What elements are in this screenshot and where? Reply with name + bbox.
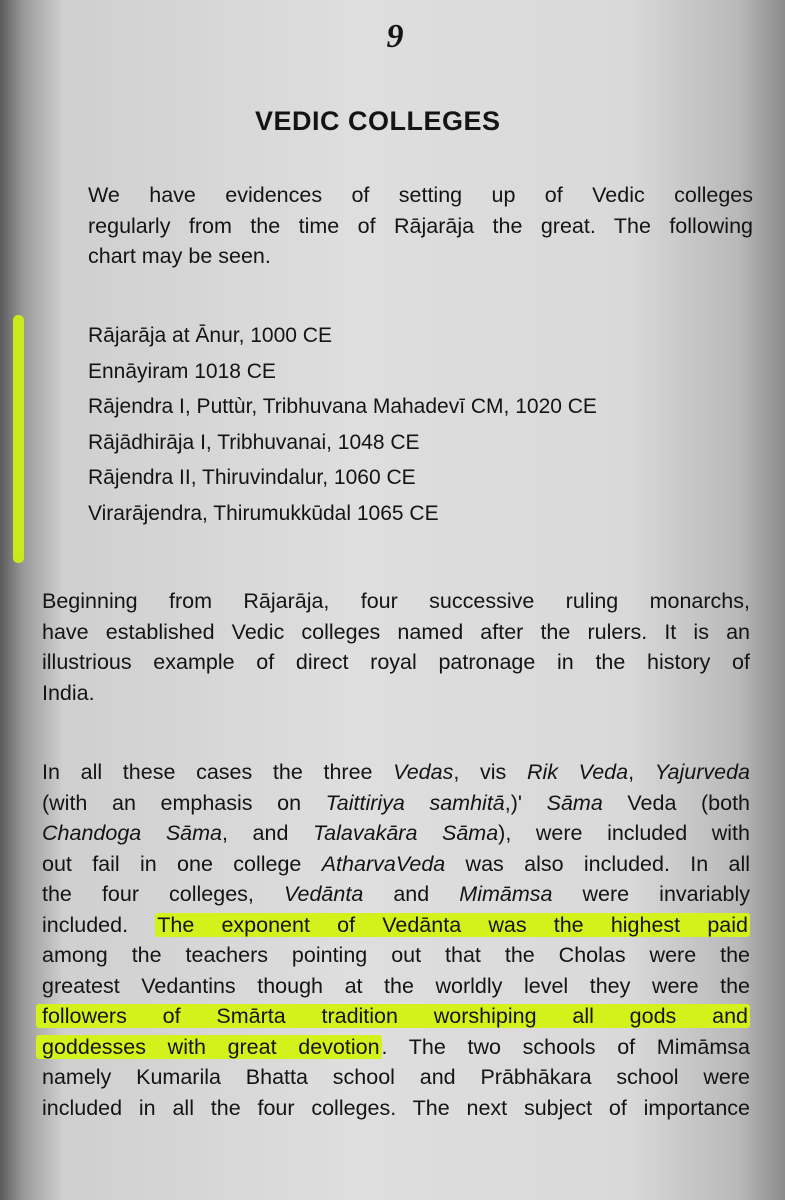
chart-entry: Rājendra II, Thiruvindalur, 1060 CE (88, 466, 416, 489)
paragraph-line: included in all the four colleges. The next subject of importance (42, 1095, 750, 1120)
paragraph-line: out fail in one college AtharvaVeda was also included. In all (42, 851, 751, 876)
paragraph-line (42, 1001, 750, 1032)
chapter-number: 9 (386, 18, 404, 55)
intro-line: chart may be seen. (88, 244, 271, 268)
paragraph-line: greatest Vedantins though at the worldly level they were the (42, 973, 750, 998)
paragraph-line: India. (42, 680, 95, 705)
paragraph-line: illustrious example of direct royal patronage in the history of (42, 650, 750, 674)
paragraph-line: Beginning from Rājarāja, four successive ruling monarchs, (42, 589, 750, 613)
chapter-title: VEDIC COLLEGES (255, 106, 501, 136)
highlighted-text: goddesses with great devotion (36, 1035, 382, 1059)
paragraph-line: Chandoga Sāma, and Talavakāra Sāma), were included with (42, 821, 750, 845)
paragraph-line: among the teachers pointing out that the Cholas were the (42, 943, 750, 967)
chart-entry: Rājādhirāja I, Tribhuvanai, 1048 CE (88, 430, 420, 454)
paragraph-line: included. The exponent of Vedānta was the highest paid (42, 912, 748, 937)
paragraph-line: have established Vedic colleges named after the rulers. It is an (42, 619, 750, 644)
paragraph-line: (with an emphasis on Taittiriya samhitā,)' Sāma Veda (both (42, 790, 751, 815)
chart-entry: Virarājendra, Thirumukkūdal 1065 CE (88, 501, 439, 525)
intro-line: regularly from the time of Rājarāja the great. The following (88, 213, 753, 238)
highlighted-text: The exponent of Vedānta was the highest paid (157, 912, 748, 937)
colleges-chart (88, 318, 768, 531)
paragraph-rulers (42, 586, 750, 708)
highlighter-side-mark (13, 315, 24, 563)
intro-paragraph (88, 180, 753, 272)
paragraph-line: the four colleges, Vedānta and Mimāmsa were invariably (42, 882, 750, 906)
paragraph-line: In all these cases the three Vedas, vis Rik Veda, Yajurveda (42, 760, 750, 784)
paragraph-vedas (42, 757, 750, 1123)
intro-line: We have evidences of setting up of Vedic colleges (88, 183, 753, 207)
paragraph-line: goddesses with great devotion. The two schools of Mimāmsa (42, 1032, 750, 1063)
paragraph-line: namely Kumarila Bhatta school and Prābhākara school were (42, 1065, 750, 1089)
chart-entry: Rājarāja at Ānur, 1000 CE (88, 324, 332, 347)
chart-entry: Rājendra I, Puttùr, Tribhuvana Mahadevī CM, 1020 CE (88, 395, 597, 418)
highlighted-text: followers of Smārta tradition worshiping all gods and (36, 1004, 750, 1028)
chart-entry: Ennāyiram 1018 CE (88, 359, 276, 383)
